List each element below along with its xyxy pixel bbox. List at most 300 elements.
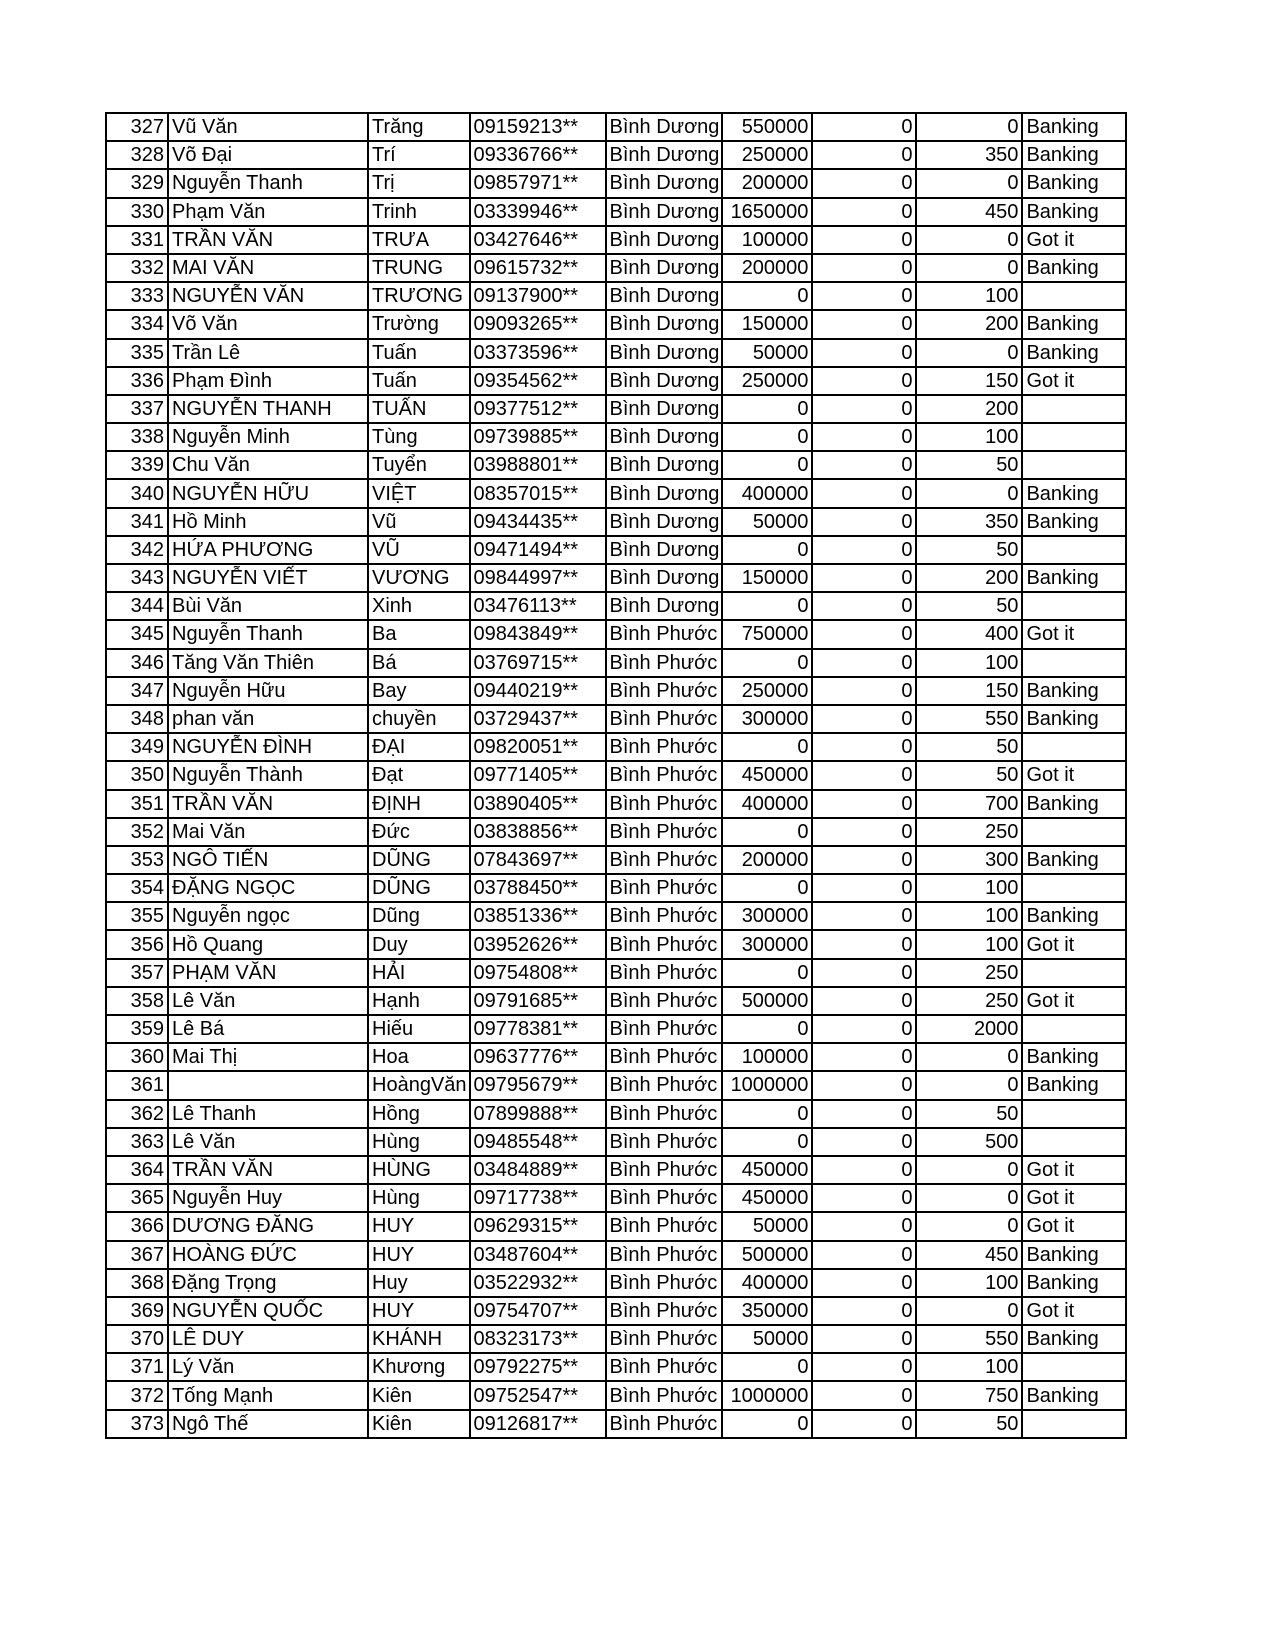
phone-cell: 09629315** bbox=[470, 1212, 606, 1240]
table-row bbox=[106, 508, 1126, 536]
first-name-cell: VƯƠNG bbox=[368, 564, 470, 592]
last-middle-name-cell: Mai Thị bbox=[168, 1043, 368, 1071]
row-number-cell: 356 bbox=[106, 930, 168, 958]
last-middle-name-cell: Nguyễn Thanh bbox=[168, 620, 368, 648]
phone-cell: 07899888** bbox=[470, 1100, 606, 1128]
first-name-cell: HUY bbox=[368, 1297, 470, 1325]
amount-cell: 450000 bbox=[722, 761, 812, 789]
points-cell: 0 bbox=[916, 226, 1022, 254]
province-cell: Bình Dương bbox=[606, 339, 723, 367]
first-name-cell: Bá bbox=[368, 649, 470, 677]
points-cell: 200 bbox=[916, 310, 1022, 338]
zero-amount-cell: 0 bbox=[812, 367, 916, 395]
last-middle-name-cell: Nguyễn Minh bbox=[168, 423, 368, 451]
amount-cell: 0 bbox=[722, 423, 812, 451]
first-name-cell: VŨ bbox=[368, 536, 470, 564]
payment-method-cell bbox=[1022, 733, 1126, 761]
table-row bbox=[106, 1156, 1126, 1184]
points-cell: 50 bbox=[916, 451, 1022, 479]
points-cell: 350 bbox=[916, 141, 1022, 169]
first-name-cell: ĐẠI bbox=[368, 733, 470, 761]
points-cell: 0 bbox=[916, 169, 1022, 197]
amount-cell: 750000 bbox=[722, 620, 812, 648]
payment-method-cell: Banking bbox=[1022, 141, 1126, 169]
amount-cell: 300000 bbox=[722, 930, 812, 958]
payment-method-cell bbox=[1022, 592, 1126, 620]
last-middle-name-cell: Trần Lê bbox=[168, 339, 368, 367]
zero-amount-cell: 0 bbox=[812, 282, 916, 310]
row-number-cell: 337 bbox=[106, 395, 168, 423]
last-middle-name-cell: Lê Văn bbox=[168, 1128, 368, 1156]
zero-amount-cell: 0 bbox=[812, 479, 916, 507]
payment-method-cell: Got it bbox=[1022, 367, 1126, 395]
amount-cell: 0 bbox=[722, 592, 812, 620]
payment-method-cell: Banking bbox=[1022, 677, 1126, 705]
row-number-cell: 340 bbox=[106, 479, 168, 507]
row-number-cell: 352 bbox=[106, 818, 168, 846]
last-middle-name-cell: Hồ Minh bbox=[168, 508, 368, 536]
phone-cell: 09377512** bbox=[470, 395, 606, 423]
province-cell: Bình Phước bbox=[606, 818, 723, 846]
first-name-cell: Huy bbox=[368, 1269, 470, 1297]
amount-cell: 0 bbox=[722, 874, 812, 902]
points-cell: 0 bbox=[916, 113, 1022, 141]
points-cell: 250 bbox=[916, 818, 1022, 846]
row-number-cell: 367 bbox=[106, 1241, 168, 1269]
first-name-cell: Vũ bbox=[368, 508, 470, 536]
phone-cell: 09791685** bbox=[470, 987, 606, 1015]
row-number-cell: 359 bbox=[106, 1015, 168, 1043]
zero-amount-cell: 0 bbox=[812, 508, 916, 536]
phone-cell: 09739885** bbox=[470, 423, 606, 451]
province-cell: Bình Phước bbox=[606, 705, 723, 733]
row-number-cell: 335 bbox=[106, 339, 168, 367]
table-row bbox=[106, 113, 1126, 141]
phone-cell: 09843849** bbox=[470, 620, 606, 648]
zero-amount-cell: 0 bbox=[812, 198, 916, 226]
first-name-cell: Xinh bbox=[368, 592, 470, 620]
zero-amount-cell: 0 bbox=[812, 1212, 916, 1240]
amount-cell: 1000000 bbox=[722, 1071, 812, 1099]
phone-cell: 09792275** bbox=[470, 1353, 606, 1381]
points-cell: 100 bbox=[916, 649, 1022, 677]
table-row bbox=[106, 141, 1126, 169]
phone-cell: 09440219** bbox=[470, 677, 606, 705]
phone-cell: 03788450** bbox=[470, 874, 606, 902]
row-number-cell: 355 bbox=[106, 902, 168, 930]
amount-cell: 300000 bbox=[722, 705, 812, 733]
row-number-cell: 349 bbox=[106, 733, 168, 761]
province-cell: Bình Phước bbox=[606, 1100, 723, 1128]
phone-cell: 09717738** bbox=[470, 1184, 606, 1212]
payment-method-cell bbox=[1022, 395, 1126, 423]
first-name-cell: Hoa bbox=[368, 1043, 470, 1071]
payment-method-cell bbox=[1022, 1100, 1126, 1128]
zero-amount-cell: 0 bbox=[812, 113, 916, 141]
points-cell: 500 bbox=[916, 1128, 1022, 1156]
last-middle-name-cell: DƯƠNG ĐĂNG bbox=[168, 1212, 368, 1240]
zero-amount-cell: 0 bbox=[812, 1156, 916, 1184]
last-middle-name-cell bbox=[168, 1071, 368, 1099]
payment-method-cell bbox=[1022, 649, 1126, 677]
province-cell: Bình Phước bbox=[606, 1071, 723, 1099]
first-name-cell: Hùng bbox=[368, 1184, 470, 1212]
first-name-cell: Khương bbox=[368, 1353, 470, 1381]
row-number-cell: 369 bbox=[106, 1297, 168, 1325]
row-number-cell: 328 bbox=[106, 141, 168, 169]
amount-cell: 300000 bbox=[722, 902, 812, 930]
payment-method-cell bbox=[1022, 818, 1126, 846]
province-cell: Bình Dương bbox=[606, 479, 723, 507]
last-middle-name-cell: phan văn bbox=[168, 705, 368, 733]
province-cell: Bình Dương bbox=[606, 198, 723, 226]
amount-cell: 500000 bbox=[722, 1241, 812, 1269]
last-middle-name-cell: Ngô Thế bbox=[168, 1410, 368, 1438]
province-cell: Bình Phước bbox=[606, 1325, 723, 1353]
first-name-cell: Kiên bbox=[368, 1381, 470, 1409]
row-number-cell: 334 bbox=[106, 310, 168, 338]
zero-amount-cell: 0 bbox=[812, 226, 916, 254]
amount-cell: 100000 bbox=[722, 1043, 812, 1071]
points-cell: 0 bbox=[916, 1156, 1022, 1184]
province-cell: Bình Dương bbox=[606, 113, 723, 141]
first-name-cell: TRƯƠNG bbox=[368, 282, 470, 310]
table-row bbox=[106, 1297, 1126, 1325]
row-number-cell: 341 bbox=[106, 508, 168, 536]
points-cell: 400 bbox=[916, 620, 1022, 648]
zero-amount-cell: 0 bbox=[812, 141, 916, 169]
phone-cell: 08323173** bbox=[470, 1325, 606, 1353]
row-number-cell: 368 bbox=[106, 1269, 168, 1297]
row-number-cell: 331 bbox=[106, 226, 168, 254]
last-middle-name-cell: Nguyễn ngọc bbox=[168, 902, 368, 930]
points-cell: 250 bbox=[916, 959, 1022, 987]
first-name-cell: Trị bbox=[368, 169, 470, 197]
row-number-cell: 361 bbox=[106, 1071, 168, 1099]
province-cell: Bình Phước bbox=[606, 677, 723, 705]
payment-method-cell: Got it bbox=[1022, 1212, 1126, 1240]
first-name-cell: Đạt bbox=[368, 761, 470, 789]
payment-method-cell: Banking bbox=[1022, 1241, 1126, 1269]
last-middle-name-cell: Đặng Trọng bbox=[168, 1269, 368, 1297]
row-number-cell: 364 bbox=[106, 1156, 168, 1184]
points-cell: 0 bbox=[916, 1043, 1022, 1071]
zero-amount-cell: 0 bbox=[812, 620, 916, 648]
last-middle-name-cell: NGUYỄN VĂN bbox=[168, 282, 368, 310]
last-middle-name-cell: NGÔ TIẾN bbox=[168, 846, 368, 874]
first-name-cell: Dũng bbox=[368, 902, 470, 930]
last-middle-name-cell: LÊ DUY bbox=[168, 1325, 368, 1353]
payment-method-cell: Got it bbox=[1022, 620, 1126, 648]
amount-cell: 0 bbox=[722, 451, 812, 479]
province-cell: Bình Phước bbox=[606, 1297, 723, 1325]
phone-cell: 09754707** bbox=[470, 1297, 606, 1325]
donation-table bbox=[105, 112, 1127, 1439]
province-cell: Bình Dương bbox=[606, 564, 723, 592]
province-cell: Bình Dương bbox=[606, 367, 723, 395]
row-number-cell: 338 bbox=[106, 423, 168, 451]
last-middle-name-cell: Nguyễn Thành bbox=[168, 761, 368, 789]
payment-method-cell: Banking bbox=[1022, 479, 1126, 507]
zero-amount-cell: 0 bbox=[812, 705, 916, 733]
row-number-cell: 333 bbox=[106, 282, 168, 310]
first-name-cell: DŨNG bbox=[368, 846, 470, 874]
zero-amount-cell: 0 bbox=[812, 564, 916, 592]
table-row bbox=[106, 1381, 1126, 1409]
phone-cell: 03769715** bbox=[470, 649, 606, 677]
row-number-cell: 350 bbox=[106, 761, 168, 789]
table-row bbox=[106, 818, 1126, 846]
table-row bbox=[106, 423, 1126, 451]
row-number-cell: 344 bbox=[106, 592, 168, 620]
table-row bbox=[106, 790, 1126, 818]
amount-cell: 200000 bbox=[722, 846, 812, 874]
province-cell: Bình Dương bbox=[606, 141, 723, 169]
zero-amount-cell: 0 bbox=[812, 1325, 916, 1353]
province-cell: Bình Phước bbox=[606, 1353, 723, 1381]
points-cell: 100 bbox=[916, 902, 1022, 930]
amount-cell: 150000 bbox=[722, 564, 812, 592]
last-middle-name-cell: Lê Bá bbox=[168, 1015, 368, 1043]
last-middle-name-cell: Phạm Văn bbox=[168, 198, 368, 226]
table-row bbox=[106, 1410, 1126, 1438]
payment-method-cell: Banking bbox=[1022, 564, 1126, 592]
points-cell: 750 bbox=[916, 1381, 1022, 1409]
payment-method-cell bbox=[1022, 1128, 1126, 1156]
points-cell: 50 bbox=[916, 1410, 1022, 1438]
zero-amount-cell: 0 bbox=[812, 423, 916, 451]
last-middle-name-cell: Nguyễn Thanh bbox=[168, 169, 368, 197]
phone-cell: 03952626** bbox=[470, 930, 606, 958]
payment-method-cell: Banking bbox=[1022, 846, 1126, 874]
zero-amount-cell: 0 bbox=[812, 1100, 916, 1128]
points-cell: 150 bbox=[916, 677, 1022, 705]
table-row bbox=[106, 1071, 1126, 1099]
row-number-cell: 343 bbox=[106, 564, 168, 592]
first-name-cell: Tuấn bbox=[368, 339, 470, 367]
payment-method-cell bbox=[1022, 1410, 1126, 1438]
phone-cell: 03522932** bbox=[470, 1269, 606, 1297]
first-name-cell: TUẤN bbox=[368, 395, 470, 423]
payment-method-cell: Banking bbox=[1022, 339, 1126, 367]
payment-method-cell: Got it bbox=[1022, 761, 1126, 789]
points-cell: 50 bbox=[916, 536, 1022, 564]
zero-amount-cell: 0 bbox=[812, 592, 916, 620]
table-row bbox=[106, 1100, 1126, 1128]
table-row bbox=[106, 1015, 1126, 1043]
table-row bbox=[106, 677, 1126, 705]
last-middle-name-cell: Phạm Đình bbox=[168, 367, 368, 395]
table-row bbox=[106, 649, 1126, 677]
last-middle-name-cell: MAI VĂN bbox=[168, 254, 368, 282]
first-name-cell: Tuyển bbox=[368, 451, 470, 479]
points-cell: 550 bbox=[916, 705, 1022, 733]
payment-method-cell bbox=[1022, 874, 1126, 902]
last-middle-name-cell: Lý Văn bbox=[168, 1353, 368, 1381]
payment-method-cell bbox=[1022, 1353, 1126, 1381]
amount-cell: 0 bbox=[722, 959, 812, 987]
phone-cell: 09126817** bbox=[470, 1410, 606, 1438]
table-row bbox=[106, 367, 1126, 395]
zero-amount-cell: 0 bbox=[812, 1015, 916, 1043]
first-name-cell: Tùng bbox=[368, 423, 470, 451]
payment-method-cell: Banking bbox=[1022, 169, 1126, 197]
first-name-cell: VIỆT bbox=[368, 479, 470, 507]
zero-amount-cell: 0 bbox=[812, 846, 916, 874]
amount-cell: 250000 bbox=[722, 367, 812, 395]
table-row bbox=[106, 620, 1126, 648]
last-middle-name-cell: NGUYỄN HỮU bbox=[168, 479, 368, 507]
table-row bbox=[106, 282, 1126, 310]
payment-method-cell: Banking bbox=[1022, 254, 1126, 282]
points-cell: 2000 bbox=[916, 1015, 1022, 1043]
table-row bbox=[106, 1241, 1126, 1269]
zero-amount-cell: 0 bbox=[812, 1381, 916, 1409]
first-name-cell: Trí bbox=[368, 141, 470, 169]
phone-cell: 03890405** bbox=[470, 790, 606, 818]
phone-cell: 09857971** bbox=[470, 169, 606, 197]
points-cell: 0 bbox=[916, 1297, 1022, 1325]
points-cell: 0 bbox=[916, 1184, 1022, 1212]
province-cell: Bình Dương bbox=[606, 508, 723, 536]
amount-cell: 0 bbox=[722, 649, 812, 677]
points-cell: 50 bbox=[916, 592, 1022, 620]
row-number-cell: 366 bbox=[106, 1212, 168, 1240]
payment-method-cell: Banking bbox=[1022, 198, 1126, 226]
table-row bbox=[106, 592, 1126, 620]
province-cell: Bình Phước bbox=[606, 1381, 723, 1409]
province-cell: Bình Phước bbox=[606, 1015, 723, 1043]
last-middle-name-cell: Lê Thanh bbox=[168, 1100, 368, 1128]
last-middle-name-cell: TRẦN VĂN bbox=[168, 790, 368, 818]
amount-cell: 0 bbox=[722, 733, 812, 761]
first-name-cell: Trường bbox=[368, 310, 470, 338]
first-name-cell: Bay bbox=[368, 677, 470, 705]
amount-cell: 400000 bbox=[722, 1269, 812, 1297]
row-number-cell: 357 bbox=[106, 959, 168, 987]
phone-cell: 07843697** bbox=[470, 846, 606, 874]
last-middle-name-cell: ĐẶNG NGỌC bbox=[168, 874, 368, 902]
phone-cell: 09752547** bbox=[470, 1381, 606, 1409]
points-cell: 100 bbox=[916, 282, 1022, 310]
row-number-cell: 372 bbox=[106, 1381, 168, 1409]
zero-amount-cell: 0 bbox=[812, 987, 916, 1015]
table-row bbox=[106, 902, 1126, 930]
payment-method-cell bbox=[1022, 959, 1126, 987]
table-row bbox=[106, 1353, 1126, 1381]
points-cell: 0 bbox=[916, 339, 1022, 367]
amount-cell: 550000 bbox=[722, 113, 812, 141]
amount-cell: 0 bbox=[722, 1128, 812, 1156]
zero-amount-cell: 0 bbox=[812, 649, 916, 677]
row-number-cell: 339 bbox=[106, 451, 168, 479]
payment-method-cell bbox=[1022, 423, 1126, 451]
zero-amount-cell: 0 bbox=[812, 1269, 916, 1297]
points-cell: 0 bbox=[916, 479, 1022, 507]
payment-method-cell: Banking bbox=[1022, 1381, 1126, 1409]
amount-cell: 450000 bbox=[722, 1184, 812, 1212]
province-cell: Bình Phước bbox=[606, 790, 723, 818]
table-row bbox=[106, 959, 1126, 987]
row-number-cell: 360 bbox=[106, 1043, 168, 1071]
province-cell: Bình Phước bbox=[606, 1043, 723, 1071]
row-number-cell: 332 bbox=[106, 254, 168, 282]
table-row bbox=[106, 705, 1126, 733]
zero-amount-cell: 0 bbox=[812, 733, 916, 761]
amount-cell: 0 bbox=[722, 1353, 812, 1381]
province-cell: Bình Dương bbox=[606, 169, 723, 197]
table-row bbox=[106, 339, 1126, 367]
payment-method-cell: Banking bbox=[1022, 508, 1126, 536]
phone-cell: 03339946** bbox=[470, 198, 606, 226]
zero-amount-cell: 0 bbox=[812, 395, 916, 423]
last-middle-name-cell: Tăng Văn Thiên bbox=[168, 649, 368, 677]
province-cell: Bình Phước bbox=[606, 1241, 723, 1269]
zero-amount-cell: 0 bbox=[812, 761, 916, 789]
amount-cell: 450000 bbox=[722, 1156, 812, 1184]
first-name-cell: HÙNG bbox=[368, 1156, 470, 1184]
table-row bbox=[106, 395, 1126, 423]
row-number-cell: 347 bbox=[106, 677, 168, 705]
payment-method-cell: Banking bbox=[1022, 902, 1126, 930]
zero-amount-cell: 0 bbox=[812, 1184, 916, 1212]
first-name-cell: Kiên bbox=[368, 1410, 470, 1438]
amount-cell: 400000 bbox=[722, 790, 812, 818]
payment-method-cell bbox=[1022, 282, 1126, 310]
amount-cell: 0 bbox=[722, 282, 812, 310]
zero-amount-cell: 0 bbox=[812, 1410, 916, 1438]
payment-method-cell: Got it bbox=[1022, 1156, 1126, 1184]
table-row bbox=[106, 169, 1126, 197]
payment-method-cell bbox=[1022, 1015, 1126, 1043]
table-row bbox=[106, 874, 1126, 902]
table-row bbox=[106, 1043, 1126, 1071]
row-number-cell: 363 bbox=[106, 1128, 168, 1156]
zero-amount-cell: 0 bbox=[812, 169, 916, 197]
payment-method-cell bbox=[1022, 451, 1126, 479]
last-middle-name-cell: NGUYỄN ĐÌNH bbox=[168, 733, 368, 761]
amount-cell: 500000 bbox=[722, 987, 812, 1015]
phone-cell: 03838856** bbox=[470, 818, 606, 846]
last-middle-name-cell: Tống Mạnh bbox=[168, 1381, 368, 1409]
zero-amount-cell: 0 bbox=[812, 902, 916, 930]
zero-amount-cell: 0 bbox=[812, 1297, 916, 1325]
province-cell: Bình Phước bbox=[606, 902, 723, 930]
amount-cell: 400000 bbox=[722, 479, 812, 507]
amount-cell: 0 bbox=[722, 536, 812, 564]
table-row bbox=[106, 987, 1126, 1015]
payment-method-cell: Got it bbox=[1022, 226, 1126, 254]
phone-cell: 08357015** bbox=[470, 479, 606, 507]
phone-cell: 03476113** bbox=[470, 592, 606, 620]
table-row bbox=[106, 846, 1126, 874]
first-name-cell: Duy bbox=[368, 930, 470, 958]
amount-cell: 0 bbox=[722, 1100, 812, 1128]
province-cell: Bình Phước bbox=[606, 874, 723, 902]
zero-amount-cell: 0 bbox=[812, 930, 916, 958]
first-name-cell: HẢI bbox=[368, 959, 470, 987]
first-name-cell: Hồng bbox=[368, 1100, 470, 1128]
amount-cell: 0 bbox=[722, 1410, 812, 1438]
last-middle-name-cell: Nguyễn Huy bbox=[168, 1184, 368, 1212]
phone-cell: 03484889** bbox=[470, 1156, 606, 1184]
row-number-cell: 346 bbox=[106, 649, 168, 677]
first-name-cell: Ba bbox=[368, 620, 470, 648]
row-number-cell: 370 bbox=[106, 1325, 168, 1353]
province-cell: Bình Phước bbox=[606, 649, 723, 677]
first-name-cell: HUY bbox=[368, 1241, 470, 1269]
row-number-cell: 342 bbox=[106, 536, 168, 564]
